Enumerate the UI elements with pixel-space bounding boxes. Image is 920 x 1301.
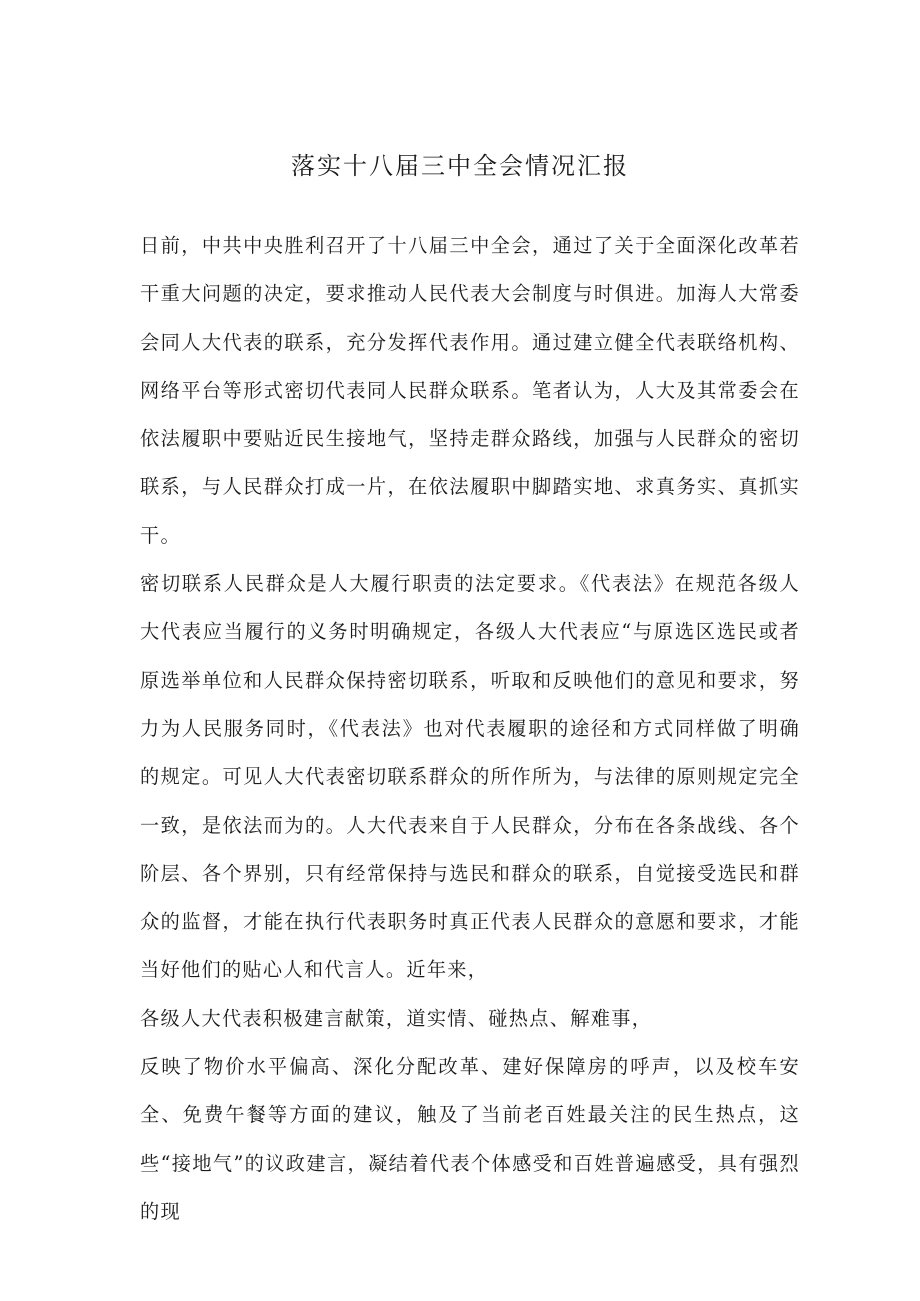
document-body — [140, 222, 800, 1236]
paragraph-3: 各级人大代表积极建言献策，道实情、碰热点、解难事， — [140, 1006, 653, 1030]
paragraph-2: 密切联系人民群众是人大履行职责的法定要求。《代表法》在规范各级人大代表应当履行的义务时明确规定，各级人大代表应“与原选区选民或者原选举单位和人民群众保持密切联系，听取和反映他们的意见和要求，努力为人民服务同时，《代表法》也对代表履职的途径和方式同样做了明确的规定。可见人大代表密切联系群众的所作所为，与法律的原则规定完全一致，是依法而为的。人大代表来自于人民群众，分布在各条战线、各个阶层、各个界别，只有经常保持与选民和群众的联系，自觉接受选民和群众的监督，才能在执行代表职务时真正代表人民群众的意愿和要求，才能当好他们的贴心人和代言人。近年来， — [140, 572, 800, 982]
paragraph-4: 反映了物价水平偏高、深化分配改革、建好保障房的呼声，以及校车安全、免费午餐等方面的建议，触及了当前老百姓最关注的民生热点，这些“接地气”的议政建言，凝结着代表个体感受和百姓普遍感受，具有强烈的现 — [140, 1055, 800, 1223]
document-title: 落实十八届三中全会情况汇报 — [291, 152, 629, 180]
paragraph-1: 日前，中共中央胜利召开了十八届三中全会，通过了关于全面深化改革若干重大问题的决定，要求推动人民代表大会制度与时俱进。加海人大常委会同人大代表的联系，充分发挥代表作用。通过建立健全代表联络机构、网络平台等形式密切代表同人民群众联系。笔者认为，人大及其常委会在依法履职中要贴近民生接地气，坚持走群众路线，加强与人民群众的密切联系，与人民群众打成一片，在依法履职中脚踏实地、求真务实、真抓实干。 — [140, 234, 800, 547]
